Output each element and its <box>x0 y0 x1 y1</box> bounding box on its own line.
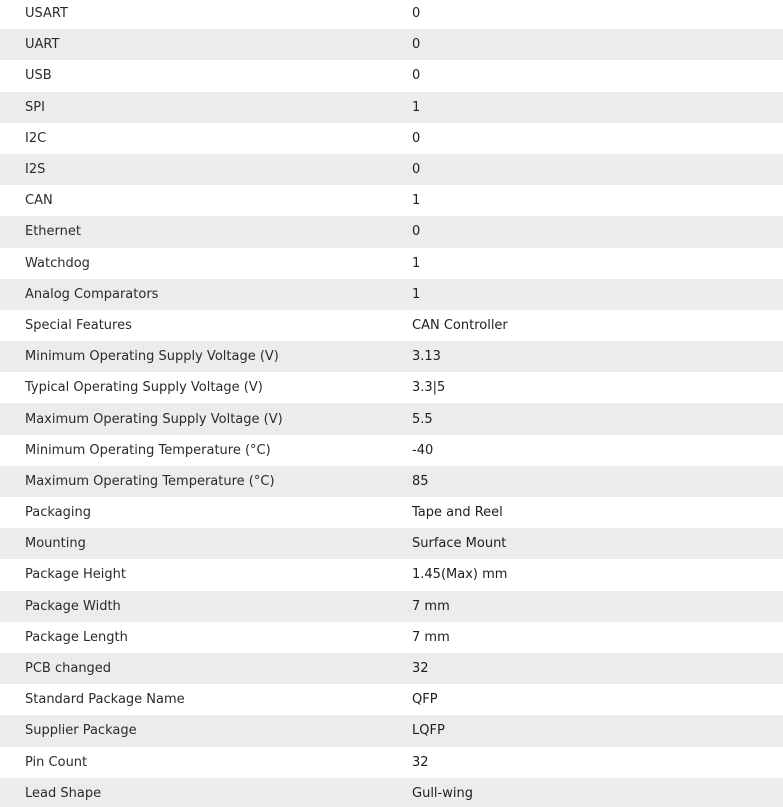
spec-label: Package Length <box>25 629 128 645</box>
table-row <box>0 622 783 653</box>
table-row <box>0 466 783 497</box>
spec-label: Lead Shape <box>25 785 102 801</box>
spec-label: Special Features <box>25 317 132 333</box>
spec-label: I2C <box>25 130 47 146</box>
table-row <box>0 715 783 746</box>
spec-value: 32 <box>412 754 429 770</box>
spec-value: Gull-wing <box>412 785 473 801</box>
spec-value: 0 <box>412 224 421 240</box>
table-row <box>0 435 783 466</box>
spec-label: Supplier Package <box>25 723 137 739</box>
spec-label: USB <box>25 68 52 84</box>
table-row <box>0 341 783 372</box>
spec-value: Tape and Reel <box>412 505 503 521</box>
spec-value: 0 <box>412 6 421 22</box>
spec-value: -40 <box>412 442 434 458</box>
spec-label: Analog Comparators <box>25 286 159 302</box>
spec-label: Minimum Operating Supply Voltage (V) <box>25 349 279 365</box>
table-row <box>0 310 783 341</box>
spec-value: 0 <box>412 130 421 146</box>
spec-value: LQFP <box>412 723 445 739</box>
table-row <box>0 684 783 715</box>
spec-label: CAN <box>25 193 53 209</box>
table-row <box>0 185 783 216</box>
spec-label: Pin Count <box>25 754 88 770</box>
table-row <box>0 123 783 154</box>
spec-label: Package Width <box>25 598 121 614</box>
spec-value: 1 <box>412 193 421 209</box>
spec-value: 1 <box>412 255 421 271</box>
spec-value: 1 <box>412 286 421 302</box>
spec-value: 32 <box>412 661 429 677</box>
spec-value: 5.5 <box>412 411 433 427</box>
spec-value: 0 <box>412 37 421 53</box>
table-row <box>0 497 783 528</box>
spec-value: 7 mm <box>412 629 450 645</box>
spec-label: Standard Package Name <box>25 692 185 708</box>
spec-label: PCB changed <box>25 661 112 677</box>
table-row <box>0 29 783 60</box>
spec-value: 3.13 <box>412 349 441 365</box>
spec-label: USART <box>25 6 68 22</box>
spec-value: 1.45(Max) mm <box>412 567 508 583</box>
table-row <box>0 778 783 807</box>
table-row <box>0 559 783 590</box>
spec-value: 0 <box>412 162 421 178</box>
table-row <box>0 248 783 279</box>
table-row <box>0 653 783 684</box>
spec-label: Maximum Operating Temperature (°C) <box>25 473 275 489</box>
table-row <box>0 154 783 185</box>
spec-value: QFP <box>412 692 438 708</box>
spec-label: Package Height <box>25 567 126 583</box>
table-row <box>0 591 783 622</box>
table-row <box>0 372 783 403</box>
spec-label: Mounting <box>25 536 86 552</box>
spec-value: 0 <box>412 68 421 84</box>
spec-value: 85 <box>412 473 429 489</box>
spec-label: SPI <box>25 99 45 115</box>
spec-value: 7 mm <box>412 598 450 614</box>
table-row <box>0 747 783 778</box>
spec-value: CAN Controller <box>412 317 508 333</box>
spec-value: 3.3|5 <box>412 380 446 396</box>
spec-label: Ethernet <box>25 224 81 240</box>
spec-label: I2S <box>25 162 46 178</box>
table-row <box>0 0 783 29</box>
spec-label: UART <box>25 37 60 53</box>
table-row <box>0 216 783 247</box>
table-row <box>0 92 783 123</box>
spec-label: Maximum Operating Supply Voltage (V) <box>25 411 283 427</box>
table-row <box>0 403 783 434</box>
spec-label: Minimum Operating Temperature (°C) <box>25 442 271 458</box>
spec-value: Surface Mount <box>412 536 507 552</box>
table-row <box>0 528 783 559</box>
spec-label: Watchdog <box>25 255 90 271</box>
spec-label: Typical Operating Supply Voltage (V) <box>25 380 263 396</box>
table-row <box>0 60 783 91</box>
spec-label: Packaging <box>25 505 91 521</box>
spec-value: 1 <box>412 99 421 115</box>
table-row <box>0 279 783 310</box>
